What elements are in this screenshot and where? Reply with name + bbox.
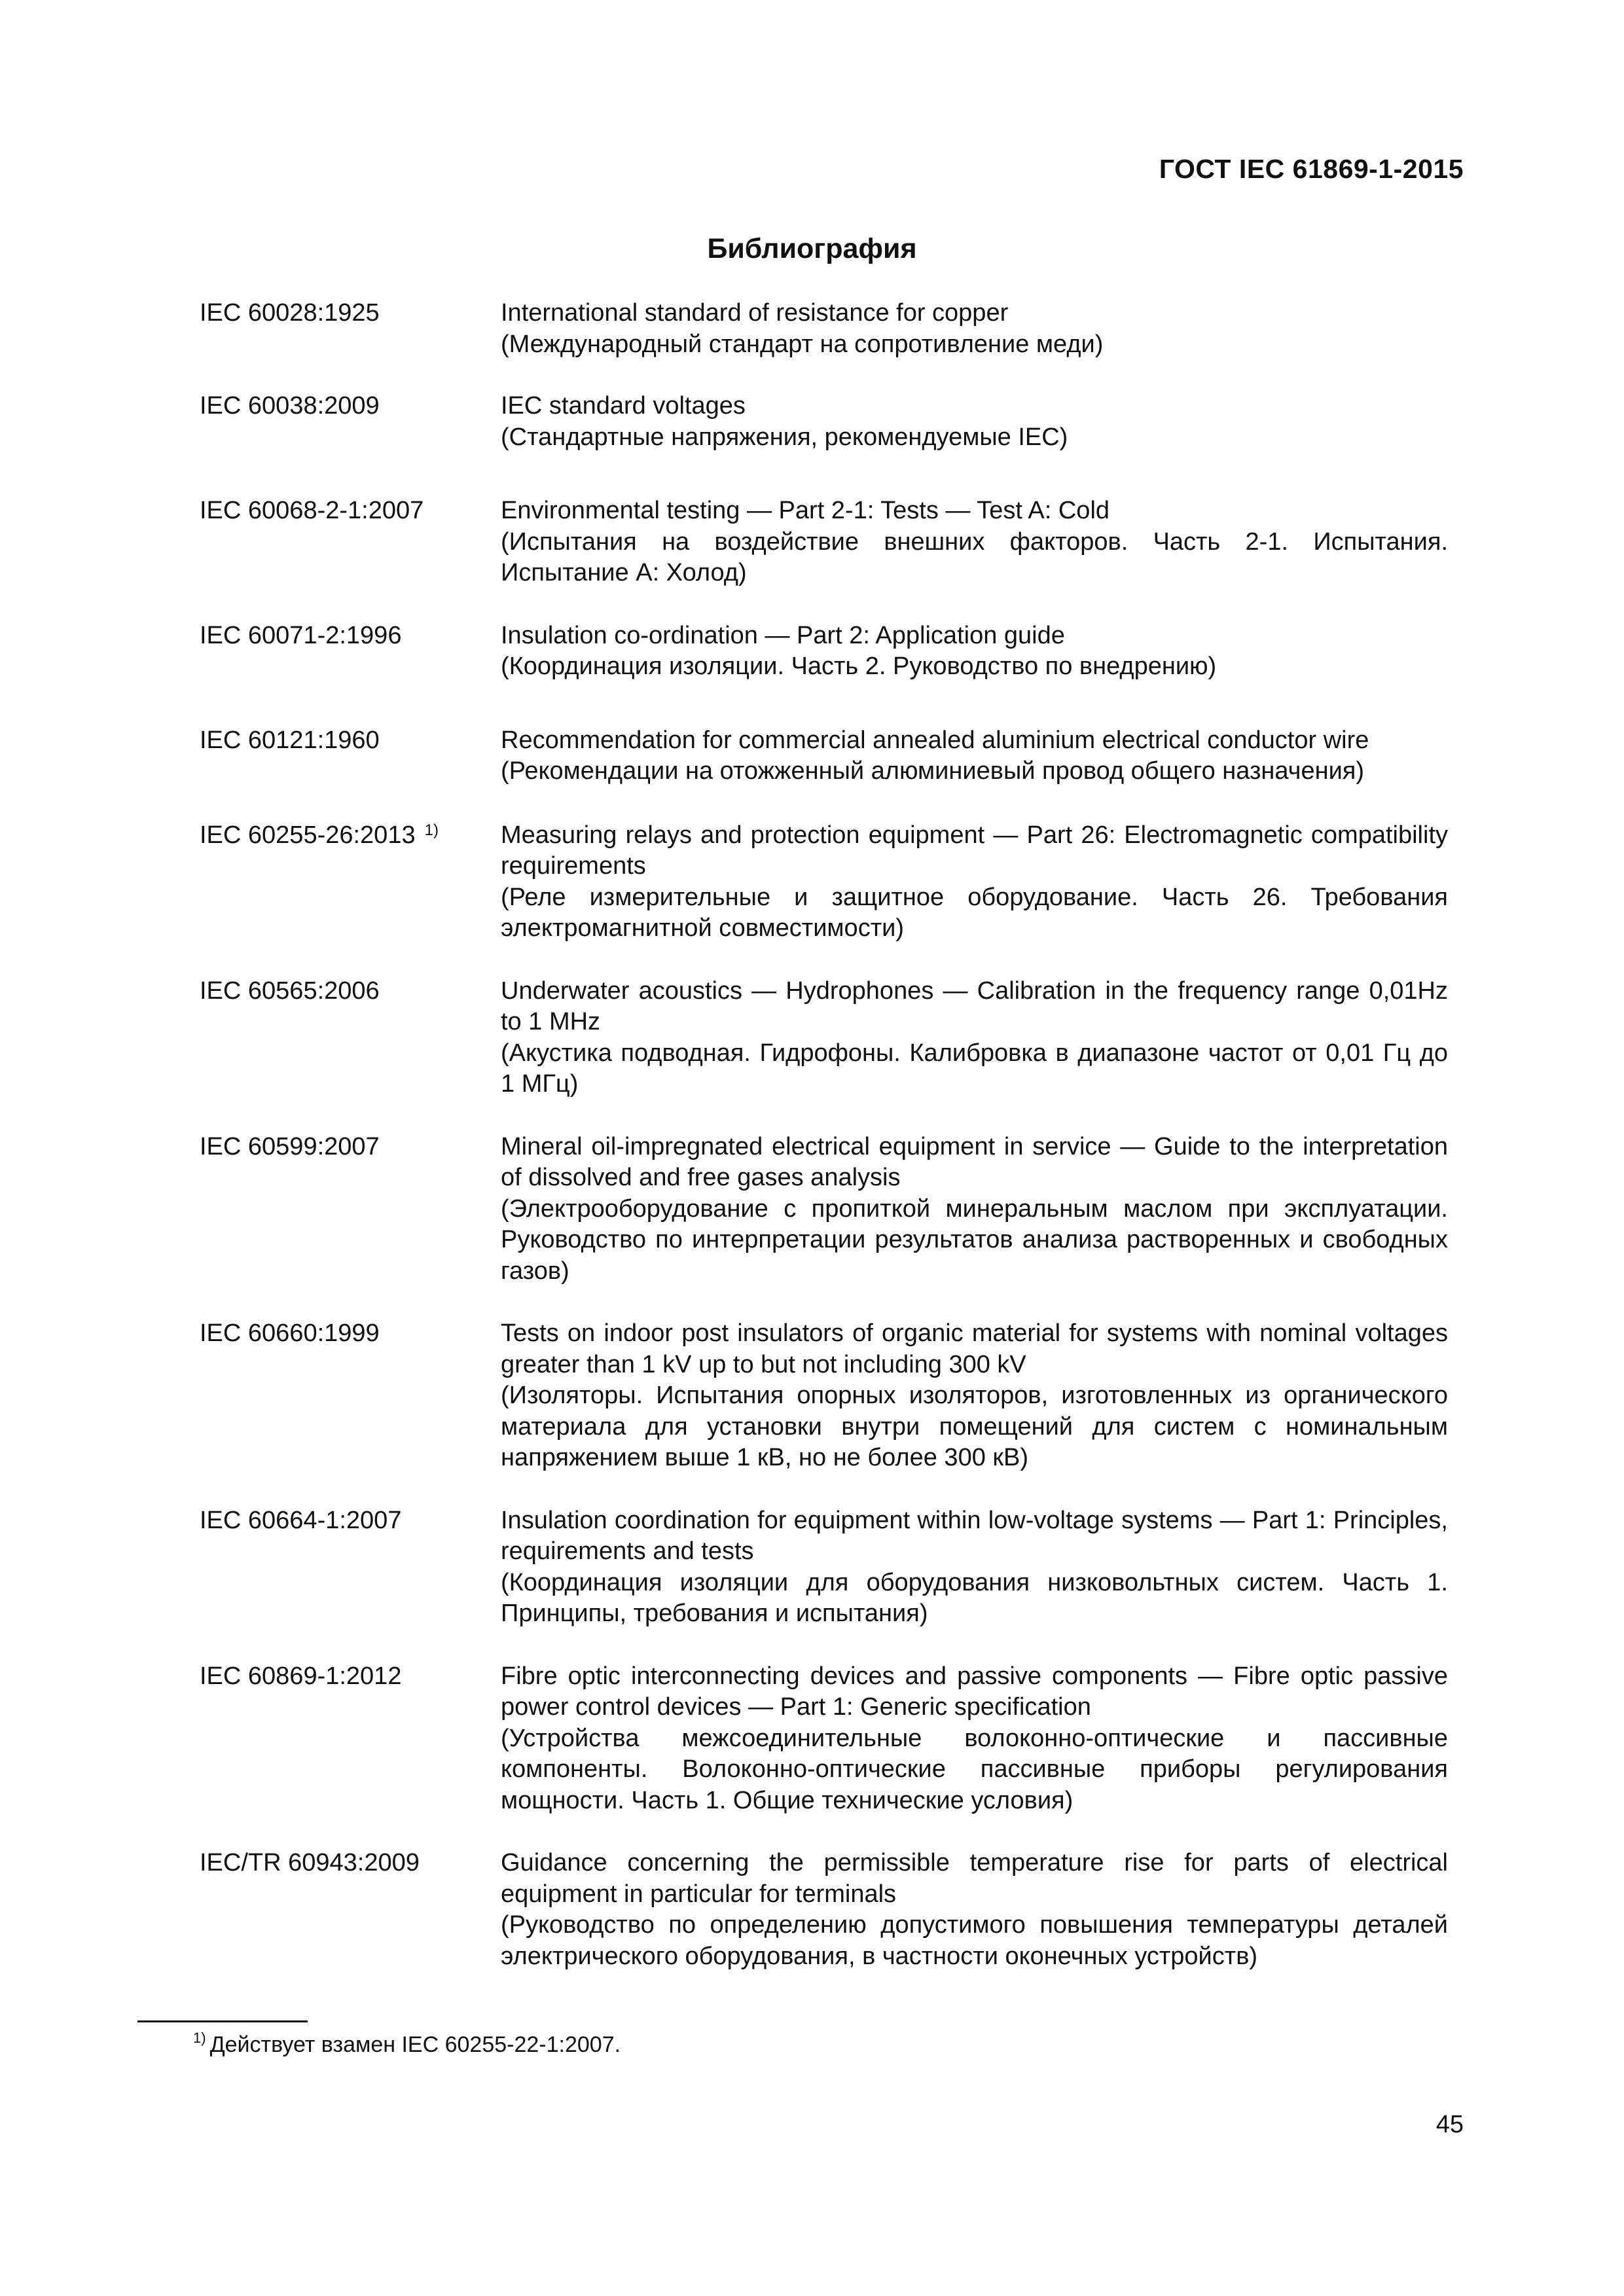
entry-code: IEC 60071-2:1996 — [200, 621, 402, 649]
entry-code: IEC 60565:2006 — [200, 977, 380, 1005]
entry-description — [501, 976, 1448, 1100]
entry-title-ru: (Руководство по определению допустимого повышения температуры деталей электрического оборудования, в частности оконечных устройств) — [501, 1911, 1448, 1970]
entry-title-ru: (Координация изоляции для оборудования низковольтных систем. Часть 1. Принципы, требования и испытания) — [501, 1568, 1448, 1627]
entry-title-ru: (Рекомендации на отожженный алюминиевый провод общего назначения) — [501, 757, 1365, 785]
entry-title-en: Underwater acoustics — Hydrophones — Calibration in the frequency range 0,01Hz to 1 MHz — [501, 977, 1448, 1035]
footnote-divider — [137, 2020, 308, 2022]
page-number: 45 — [1435, 2111, 1464, 2138]
footnote-text: Действует взамен IEC 60255-22-1:2007. — [209, 2032, 621, 2057]
entry-code: IEC/TR 60943:2009 — [200, 1849, 420, 1876]
entry-title-en: Environmental testing — Part 2-1: Tests — Test A: Cold — [501, 497, 1110, 524]
entry-code: IEC 60255-26:2013 $^{1)}$ — [200, 821, 439, 849]
entry-description — [501, 725, 1448, 787]
entry-description — [501, 1132, 1448, 1287]
entry-title-en: Fibre optic interconnecting devices and passive components — Fibre optic passive power control devices — Part 1: Generic specification — [501, 1662, 1448, 1721]
bibliography-list — [200, 298, 1448, 1972]
entry-title-ru: (Изоляторы. Испытания опорных изоляторов, изготовленных из органического материала для установки внутри помещений для систем с номинальным напряжением выше 1 кВ, но не более 300 кВ) — [501, 1382, 1448, 1471]
footnote-mark: 1) — [193, 2030, 206, 2046]
bibliography-entry — [200, 1505, 1448, 1630]
entry-title-ru: (Координация изоляции. Часть 2. Руководство по внедрению) — [501, 653, 1217, 680]
entry-description — [501, 1661, 1448, 1817]
entry-title-en: Insulation co-ordination — Part 2: Application guide — [501, 621, 1065, 649]
entry-title-en: International standard of resistance for copper — [501, 299, 1009, 327]
bibliography-title: Библиография — [707, 233, 917, 264]
entry-title-en: Mineral oil-impregnated electrical equipment in service — Guide to the interpretation of dissolved and free gases analysis — [501, 1132, 1448, 1191]
entry-title-ru: (Устройства межсоединительные волоконно-оптические и пассивные компоненты. Волоконно-оптические пассивные приборы регулирования мощности. Часть 1. Общие технические условия) — [501, 1724, 1448, 1814]
bibliography-entry — [200, 1318, 1448, 1474]
document-header-code: ГОСТ IEC 61869-1-2015 — [1159, 154, 1464, 184]
entry-description — [501, 298, 1448, 360]
bibliography-entry — [200, 725, 1448, 787]
entry-title-ru: (Испытания на воздействие внешних факторов. Часть 2-1. Испытания. Испытание А: Холод) — [501, 528, 1448, 586]
entry-description — [501, 1848, 1448, 1972]
entry-code: IEC 60068-2-1:2007 — [200, 497, 424, 524]
entry-description — [501, 495, 1448, 589]
bibliography-entry — [200, 820, 1448, 944]
entry-title-en: Guidance concerning the permissible temperature rise for parts of electrical equipment in particular for terminals — [501, 1849, 1448, 1908]
bibliography-entry — [200, 391, 1448, 453]
bibliography-entry — [200, 495, 1448, 589]
bibliography-entry — [200, 298, 1448, 360]
entry-code: IEC 60121:1960 — [200, 726, 380, 754]
entry-title-en: Measuring relays and protection equipment — Part 26: Electromagnetic compatibility requirements — [501, 821, 1448, 880]
entry-title-en: Recommendation for commercial annealed aluminium electrical conductor wire — [501, 726, 1369, 754]
entry-description — [501, 620, 1448, 683]
entry-description — [501, 391, 1448, 453]
entry-title-en: Tests on indoor post insulators of organic material for systems with nominal voltages greater than 1 kV up to but not including 300 kV — [501, 1319, 1448, 1378]
footnote — [193, 2032, 621, 2058]
bibliography-entry — [200, 1661, 1448, 1817]
entry-title-ru: (Стандартные напряжения, рекомендуемые IEC) — [501, 423, 1068, 451]
entry-title-ru: (Реле измерительные и защитное оборудование. Часть 26. Требования электромагнитной совместимости) — [501, 883, 1448, 942]
footnote-marker: 1) — [424, 821, 439, 839]
entry-title-ru: (Акустика подводная. Гидрофоны. Калибровка в диапазоне частот от 0,01 Гц до 1 МГц) — [501, 1039, 1448, 1098]
entry-description — [501, 1505, 1448, 1630]
entry-description — [501, 820, 1448, 944]
entry-description — [501, 1318, 1448, 1474]
bibliography-entry — [200, 1848, 1448, 1972]
entry-title-en: IEC standard voltages — [501, 392, 746, 420]
entry-code: IEC 60599:2007 — [200, 1132, 380, 1160]
entry-code: IEC 60028:1925 — [200, 299, 380, 327]
entry-title-en: Insulation coordination for equipment within low-voltage systems — Part 1: Principles, requirements and tests — [501, 1506, 1448, 1565]
entry-code: IEC 60869-1:2012 — [200, 1662, 402, 1690]
bibliography-entry — [200, 976, 1448, 1100]
bibliography-entry — [200, 620, 1448, 683]
bibliography-entry — [200, 1132, 1448, 1287]
entry-code: IEC 60038:2009 — [200, 392, 380, 420]
entry-title-ru: (Международный стандарт на сопротивление меди) — [501, 330, 1104, 358]
entry-code: IEC 60660:1999 — [200, 1319, 380, 1347]
entry-code: IEC 60664-1:2007 — [200, 1506, 402, 1534]
entry-title-ru: (Электрооборудование с пропиткой минеральным маслом при эксплуатации. Руководство по интерпретации результатов анализа растворенных и свободных газов) — [501, 1194, 1448, 1285]
